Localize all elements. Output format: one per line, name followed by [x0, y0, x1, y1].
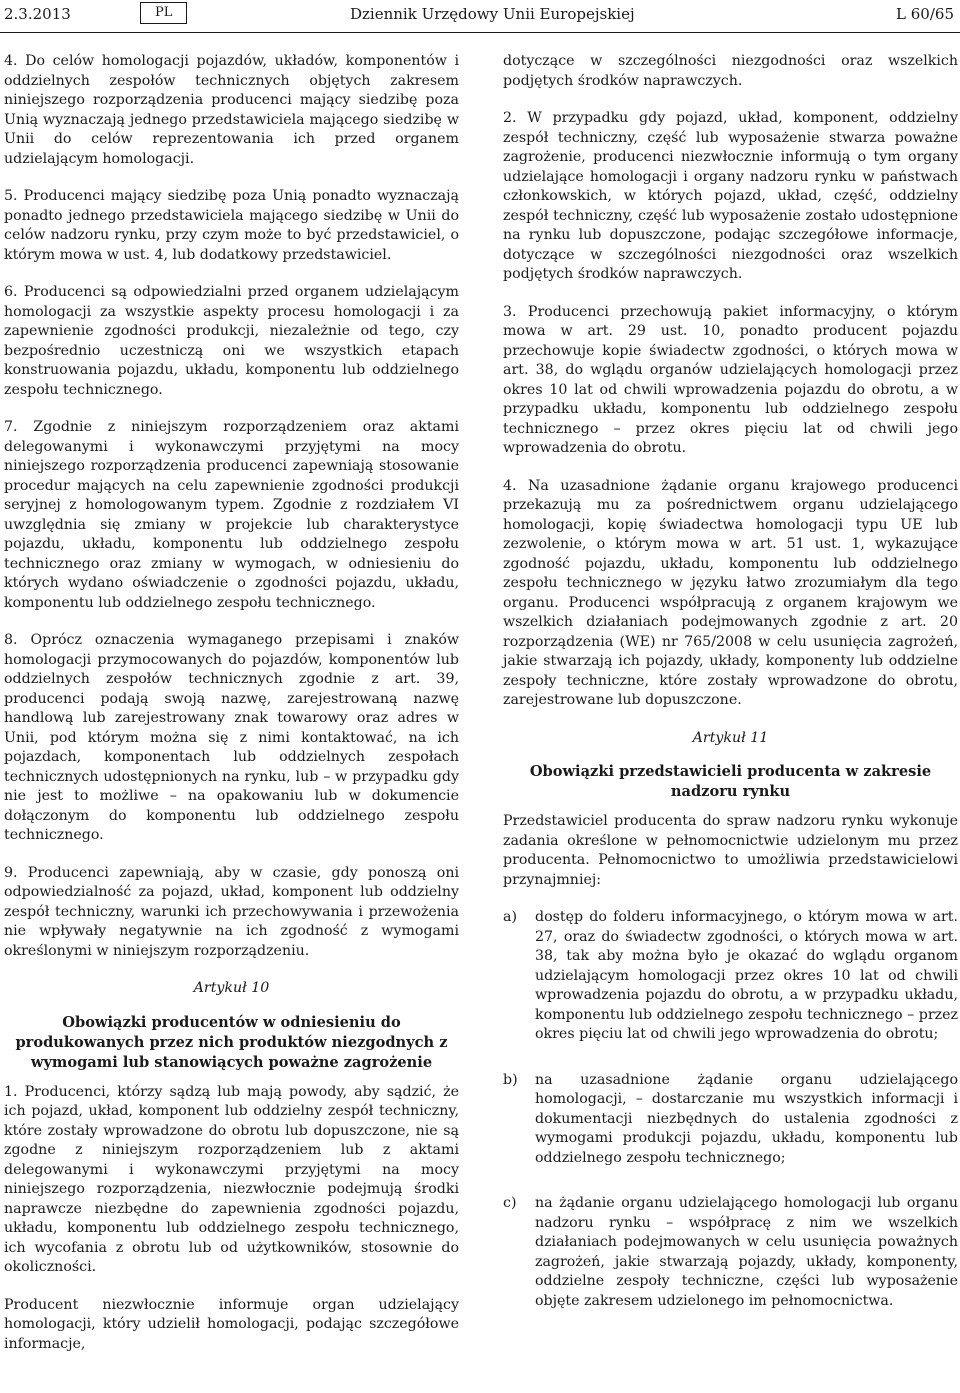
paragraph-5: 5. Producenci mający siedzibę poza Unią ponadto wyznaczają ponadto jednego przedstawiciela mającego siedzibę w Unii do celów nadzoru rynku, przy czym może to być przedstawiciel, o którym mowa w ust. 4, lub dodatkowy przedstawiciel. — [4, 188, 459, 263]
paragraph-7: 7. Zgodnie z niniejszym rozporządzeniem oraz aktami delegowanymi i wykonawczymi przyjętymi na mocy niniejszego rozporządzenia producenci zapewniają stosowanie procedur mających na celu zapewnienie zgodności produkcji seryjnej z homologowanym typem. Zgodnie z rozdziałem VI uwzględnia się zmiany w projekcie lub charakterystyce pojazdu, układu, komponentu lub oddzielnego zespołu technicznego oraz zmiany w wymogach, w odniesieniu do których wydano oświadczenie o zgodności pojazdu, układu, komponentu lub oddzielnego zespołu technicznego. — [4, 419, 459, 611]
list-item-text: na żądanie organu udzielającego homologacji lub organu nadzoru rynku – współpracę z nim we wszelkich działaniach podejmowanych w celu usunięcia poważnych zagrożeń, jakie stwarzają pojazdy, układy, komponenty, oddzielne zespoły techniczne, części lub wyposażenie objęte zakresem udzielonego im pełnomocnictwa. — [535, 1195, 958, 1309]
page-header — [0, 0, 960, 28]
article-11-number: Artykuł 11 — [692, 729, 769, 746]
article-10-paragraph-4: 4. Na uzasadnione żądanie organu krajowego producenci przekazują mu za pośrednictwem organu udzielającego homologacji, kopię świadectwa homologacji typu UE lub zezwolenie, o którym mowa w art. 51 ust. 1, wykazujące zgodność pojazdu, układu, komponentu lub oddzielnego zespołu technicznego w języku łatwo zrozumiałym dla tego organu. Producenci współpracują z organem krajowym we wszelkich działaniach podejmowanych zgodnie z art. 20 rozporządzenia (WE) nr 765/2008 w celu usunięcia zagrożeń, jakie stwarzają ich pojazdy, układy, komponenty lub oddzielne zespoły techniczne, które zostały wprowadzone do obrotu, zarejestrowane lub dopuszczone. — [503, 477, 958, 708]
list-item — [503, 1194, 958, 1311]
list-item-text: na uzasadnione żądanie organu udzielającego homologacji, – dostarczanie mu wszystkich informacji i dokumentacji niezbędnych do ustalenia zgodności z wymogami produkcji pojazdu, układu, komponentu lub oddzielnego zespołu technicznego; — [535, 1071, 958, 1166]
article-11-title: Obowiązki przedstawicieli producenta w zakresie nadzoru rynku — [529, 763, 932, 800]
publication-date: 2.3.2013 — [4, 5, 71, 23]
article-11-intro: Przedstawiciel producenta do spraw nadzoru rynku wykonuje zadania określone w pełnomocnictwie udzielonym mu przez producenta. Pełnomocnictwo to umożliwia przedstawicielowi przynajmniej: — [503, 813, 958, 888]
paragraph-9: 9. Producenci zapewniają, aby w czasie, gdy ponoszą oni odpowiedzialność za pojazd, układ, komponent lub oddzielny zespół techniczny, warunki ich przechowywania i przewożenia nie wpływały negatywnie na ich zgodność z wymogami określonymi w niniejszym rozporządzeniu. — [4, 864, 459, 959]
page-reference: L 60/65 — [896, 5, 954, 23]
left-column — [4, 52, 459, 1372]
article-10-paragraph-3: 3. Producenci przechowują pakiet informacyjny, o którym mowa w art. 29 ust. 10, ponadto producent pojazdu przechowuje kopie świadectw zgodności, o których mowa w art. 38, do wglądu organów udzielających homologacji przez okres 10 lat od chwili wprowadzenia pojazdu do obrotu, a w przypadku układu, komponentu lub oddzielnego zespołu technicznego – przez okres pięciu lat od chwili jego wprowadzenia do obrotu. — [503, 303, 958, 456]
list-item-label: a) — [503, 909, 517, 925]
list-item-label: b) — [503, 1071, 518, 1088]
header-divider — [0, 32, 960, 33]
paragraph-continuation: dotyczące w szczególności niezgodności oraz wszelkich podjętych środków naprawczych. — [503, 53, 958, 89]
paragraph-6: 6. Producenci są odpowiedzialni przed organem udzielającym homologacji za wszystkie aspekty procesu homologacji i za zapewnienie zgodności produkcji, niezależnie od tego, czy bezpośrednio uczestniczą oni we wszystkich etapach konstruowania pojazdu, układu, komponentu lub oddzielnego zespołu technicznego. — [4, 284, 459, 398]
journal-title: Dziennik Urzędowy Unii Europejskiej — [350, 5, 635, 23]
list-item-label: c) — [503, 1195, 517, 1211]
paragraph-4: 4. Do celów homologacji pojazdów, układów, komponentów i oddzielnych zespołów technicznych objętych zakresem niniejszego rozporządzenia producenci mający siedzibę poza Unią wyznaczają jednego przedstawiciela mającego siedzibę w Unii do celów reprezentowania ich przed organem udzielającym homologacji. — [4, 53, 459, 167]
list-item-text: dostęp do folderu informacyjnego, o którym mowa w art. 27, oraz do świadectw zgodności, o których mowa w art. 38, tak aby można było je okazać do wglądu organom udzielającym homologacji przez okres 10 lat od chwili wprowadzenia pojazdu do obrotu, a w przypadku układu, komponentu lub oddzielnego zespołu technicznego – przez okres pięciu lat od chwili jego wprowadzenia do obrotu; — [535, 909, 958, 1042]
article-10-paragraph-2: 2. W przypadku gdy pojazd, układ, komponent, oddzielny zespół techniczny, część lub wyposażenie stwarza poważne zagrożenie, producenci niezwłocznie informują o tym organy udzielające homologacji i organy nadzoru rynku w państwach członkowskich, w których pojazd, układ, część, oddzielny zespół techniczny, część lub wyposażenie zostało udostępnione na rynku lub dopuszczone, podając szczegółowe informacje, dotyczące w szczególności niezgodności oraz wszelkich podjętych środków naprawczych. — [503, 110, 958, 282]
paragraph-8: 8. Oprócz oznaczenia wymaganego przepisami i znaków homologacji przymocowanych do pojazdów, komponentów lub oddzielnych zespołów technicznych zgodnie z art. 39, producenci podają swoją nazwę, zarejestrowaną nazwę handlową lub zarejestrowany znak towarowy oraz adres w Unii, pod którym można się z nimi kontaktować, na ich pojazdach, komponentach lub oddzielnych zespołach technicznych udostępnionych na rynku, lub – w przypadku gdy nie jest to możliwe – na opakowaniu lub w dokumencie dołączonym do komponentu lub oddzielnego zespołu technicznego. — [4, 632, 459, 843]
right-column — [503, 52, 958, 1337]
article-10-paragraph-1-continued: Producent niezwłocznie informuje organ udzielający homologacji, który udzielił homologacji, podając szczegółowe informacje, — [4, 1296, 459, 1352]
list-item — [503, 908, 958, 1045]
article-10-number: Artykuł 10 — [193, 980, 270, 996]
language-badge: PL — [140, 2, 187, 24]
article-10-paragraph-1: 1. Producenci, którzy sądzą lub mają powody, aby sądzić, że ich pojazd, układ, komponent lub oddzielny zespół techniczny, które zostały wprowadzone do obrotu lub dopuszczone, nie są zgodne z niniejszym rozporządzeniem lub z aktami delegowanymi i wykonawczymi przyjętymi na mocy niniejszego rozporządzenia, niezwłocznie podejmują środki naprawcze niezbędne do zapewnienia zgodności pojazdu, układu, komponentu lub oddzielnego zespołu technicznego, ich wycofania z obrotu lub od użytkowników, stosownie do okoliczności. — [4, 1083, 459, 1275]
article-10-title: Obowiązki producentów w odniesieniu do produkowanych przez nich produktów niezgodnych z wymogami lub stanowiących poważne zagrożenie — [15, 1013, 448, 1071]
list-item — [503, 1071, 958, 1169]
